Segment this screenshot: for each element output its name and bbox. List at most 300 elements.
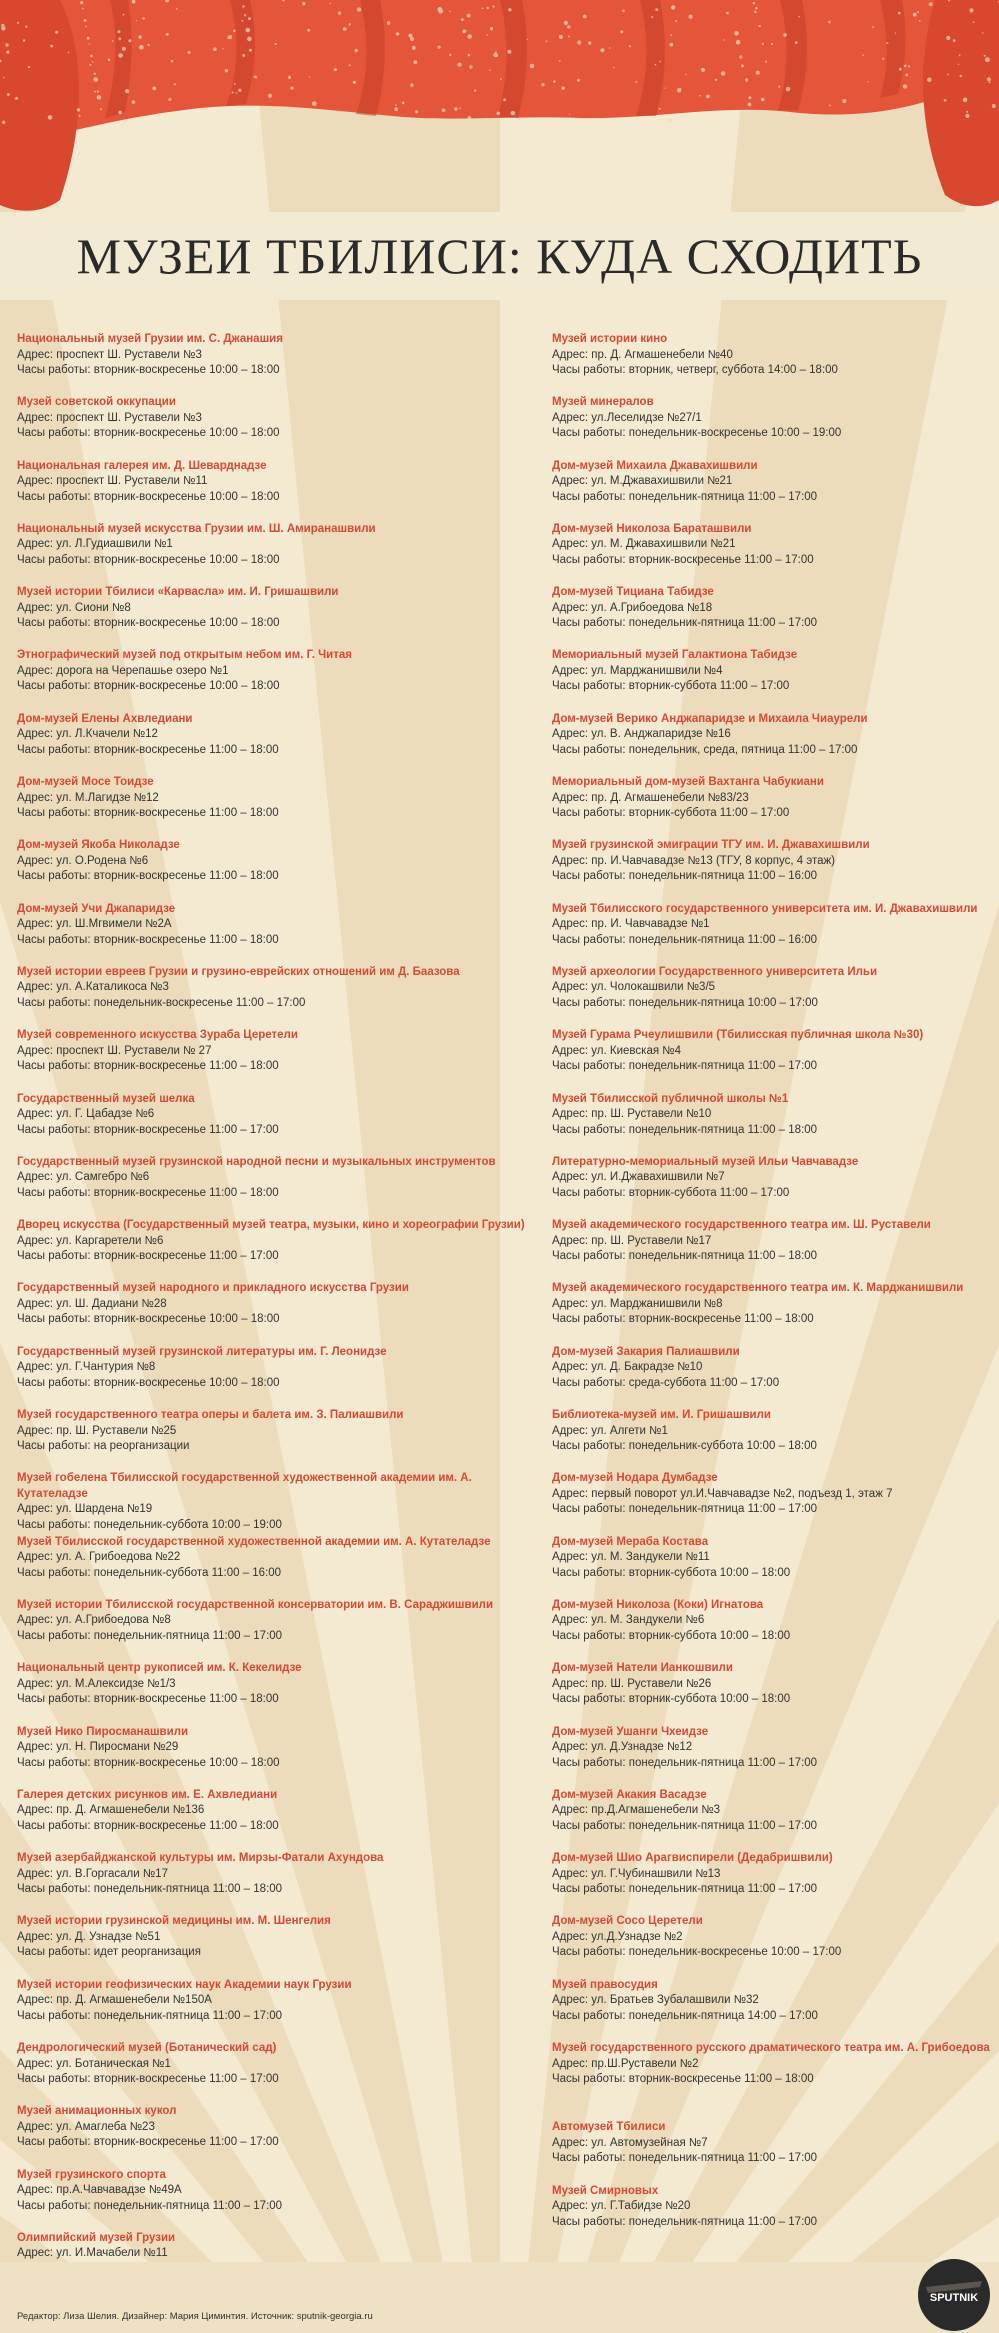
- museum-hours: Часы работы: понедельник-пятница 10:00 – 17:00: [552, 996, 818, 1009]
- curtain-speck: [148, 44, 150, 46]
- museum-hours: Часы работы: вторник-суббота 11:00 – 17:00: [552, 807, 790, 820]
- museum-hours: Часы работы: понедельник-пятница 11:00 – 18:00: [552, 1123, 818, 1136]
- curtain-speck: [541, 83, 544, 86]
- curtain-speck: [469, 65, 473, 69]
- curtain-speck: [963, 98, 968, 103]
- curtain-speck: [569, 114, 570, 115]
- curtain-speck: [745, 78, 748, 81]
- museum-hours: Часы работы: понедельник-пятница 11:00 – 17:00: [552, 1756, 818, 1769]
- curtain-speck: [242, 54, 245, 57]
- curtain-speck: [495, 51, 497, 53]
- museum-address: Адрес: пр.А.Чавчавадзе №49А: [17, 2184, 182, 2197]
- curtain-speck: [456, 119, 460, 123]
- museum-name: Музей академического государственного театра им. К. Марджанишвили: [552, 1282, 964, 1295]
- museum-hours: Часы работы: понедельник-пятница 11:00 – 16:00: [552, 870, 818, 883]
- curtain-speck: [467, 34, 472, 39]
- museum-address: Адрес: пр. Ш. Руставели №26: [552, 1677, 712, 1690]
- museum-address: Адрес: пр. Д. Агмашенебели №150А: [17, 1994, 212, 2007]
- curtain-speck: [139, 45, 144, 50]
- curtain-speck: [984, 55, 986, 57]
- curtain-speck: [256, 77, 258, 79]
- museum-hours: Часы работы: вторник-воскресенье 11:00 – 18:00: [552, 1313, 814, 1326]
- museum-entry: [17, 2104, 542, 2167]
- museum-name: Дом-музей Учи Джапаридзе: [17, 902, 176, 915]
- sputnik-logo-text: SPUTNIK: [929, 2292, 979, 2304]
- curtain-speck: [5, 43, 8, 46]
- museum-address: Адрес: ул. И.Мачабели №11: [17, 2247, 168, 2260]
- museum-name: Литературно-мемориальный музей Ильи Чавчавадзе: [552, 1155, 859, 1168]
- curtain-speck: [906, 74, 909, 77]
- curtain-speck: [786, 87, 790, 91]
- curtain-speck: [123, 14, 125, 16]
- museum-hours: Часы работы: понедельник-суббота 10:00 – 18:00: [552, 1440, 817, 1453]
- curtain-speck: [97, 95, 102, 100]
- museum-address: Адрес: ул. Г.Чантурия №8: [17, 1361, 156, 1374]
- museum-entry: [552, 1028, 992, 1091]
- museum-name: Дом-музей Николоза (Коки) Игнатова: [552, 1598, 764, 1611]
- curtain-speck: [454, 107, 457, 110]
- curtain-speck: [17, 22, 19, 24]
- curtain-speck: [927, 77, 932, 82]
- museum-address: Адрес: проспект Ш. Руставели № 27: [17, 1044, 212, 1057]
- museum-hours: Часы работы: вторник-воскресенье 11:00 – 18:00: [17, 1060, 279, 1073]
- curtain-speck: [561, 86, 565, 90]
- curtain-speck: [577, 79, 580, 82]
- curtain-speck: [89, 64, 91, 66]
- museum-entry: [552, 2120, 992, 2183]
- museum-entry: [552, 1851, 992, 1914]
- curtain-speck: [50, 45, 53, 48]
- museum-address: Адрес: ул. А. Грибоедова №22: [17, 1551, 181, 1564]
- curtain-speck: [706, 95, 710, 99]
- museum-entry: [552, 332, 992, 395]
- museum-entry: [552, 2184, 992, 2247]
- curtain-speck: [724, 39, 725, 40]
- museum-entry: [552, 1092, 992, 1155]
- footer: [0, 2262, 999, 2333]
- museum-name: Библиотека-музей им. И. Гришашвили: [552, 1409, 771, 1422]
- curtain-speck: [503, 98, 506, 101]
- museum-name: Музей правосудия: [552, 1978, 658, 1991]
- museum-entry: [552, 1661, 992, 1724]
- curtain-speck: [125, 89, 129, 93]
- curtain-speck: [467, 116, 471, 120]
- curtain-speck: [527, 39, 528, 40]
- curtain-speck: [677, 88, 681, 92]
- museum-address: Адрес: ул. Г.Табидзе №20: [552, 2200, 691, 2213]
- curtain-speck: [568, 36, 570, 38]
- museum-entry: [552, 1408, 992, 1471]
- museum-entry: [552, 1218, 992, 1281]
- curtain-speck: [396, 32, 399, 35]
- curtain-speck: [929, 2, 933, 6]
- curtain-speck: [157, 113, 160, 116]
- museum-entry: [552, 1471, 992, 1534]
- curtain-speck: [669, 43, 673, 47]
- museum-entry: [17, 522, 542, 585]
- museum-address: Адрес: ул. Амаглеба №23: [17, 2120, 155, 2133]
- curtain-speck: [309, 76, 310, 77]
- museum-hours: Часы работы: среда-суббота 11:00 – 17:00: [552, 1376, 780, 1389]
- curtain-speck: [302, 2, 305, 5]
- curtain-speck: [786, 123, 788, 125]
- curtain-speck: [785, 113, 788, 116]
- curtain-speck: [559, 60, 561, 62]
- curtain-speck: [462, 29, 466, 33]
- museum-name: Музей Смирновых: [552, 2184, 659, 2197]
- museum-entry: [17, 1978, 542, 2041]
- museum-hours: Часы работы: вторник-воскресенье 11:00 – 18:00: [17, 743, 279, 756]
- museum-name: Государственный музей шелка: [17, 1092, 195, 1105]
- museum-hours: Часы работы: вторник-воскресенье 10:00 – 18:00: [17, 490, 280, 503]
- curtain-speck: [138, 35, 142, 39]
- museum-entry: [552, 1725, 992, 1788]
- left-column: [17, 332, 542, 2294]
- museum-address: Адрес: ул. М.Алексидзе №1/3: [17, 1677, 176, 1690]
- museum-hours: Часы работы: вторник-воскресенье 10:00 – 18:00: [17, 1376, 280, 1389]
- curtain-speck: [6, 51, 9, 54]
- curtain-speck: [655, 8, 658, 11]
- museum-hours: Часы работы: понедельник-пятница 11:00 – 17:00: [17, 1629, 283, 1642]
- curtain-speck: [867, 81, 868, 82]
- curtain-speck: [754, 11, 756, 13]
- museum-name: Музей Гурама Рчеулишвили (Тбилисская публичная школа №30): [552, 1029, 924, 1042]
- museum-hours: Часы работы: вторник-воскресенье 11:00 – 17:00: [17, 1250, 279, 1263]
- museum-name: Музей грузинского спорта: [17, 2168, 166, 2181]
- museum-hours: Часы работы: понедельник-воскресенье 10:00 – 17:00: [552, 1946, 842, 1959]
- curtain-speck: [655, 64, 657, 66]
- curtain-speck: [721, 71, 726, 76]
- curtain-speck: [947, 74, 949, 76]
- curtain-speck: [701, 68, 705, 72]
- museum-entry: [17, 1092, 542, 1155]
- museum-entry: [17, 1661, 542, 1724]
- curtain-speck: [410, 83, 414, 87]
- museum-address: Адрес: ул. Н. Пиросмани №29: [17, 1741, 179, 1754]
- curtain-speck: [985, 57, 990, 62]
- curtain-speck: [635, 81, 637, 83]
- curtain-speck: [946, 36, 950, 40]
- curtain-speck: [93, 77, 98, 82]
- museum-entry: [552, 648, 992, 711]
- curtain-speck: [622, 10, 625, 13]
- museum-entry: [17, 2168, 542, 2231]
- museum-hours: Часы работы: понедельник-суббота 10:00 – 19:00: [17, 1518, 282, 1531]
- curtain-speck: [567, 25, 570, 28]
- curtain-speck: [395, 104, 397, 106]
- museum-address: Адрес: ул. Чолокашвили №3/5: [552, 981, 716, 994]
- museum-address: Адрес: ул. Самгебро №6: [17, 1171, 150, 1184]
- curtain-speck: [749, 111, 753, 115]
- museum-name: Дом-музей Мосе Тоидзе: [17, 776, 154, 789]
- museum-address: Адрес: ул. А.Грибоедова №8: [17, 1614, 171, 1627]
- museum-address: Адрес: пр. Ш. Руставели №25: [17, 1424, 177, 1437]
- curtain-speck: [559, 35, 563, 39]
- curtain-speck: [84, 19, 87, 22]
- museum-name: Музей Нико Пиросманашвили: [17, 1725, 189, 1738]
- museum-name: Музей истории кино: [552, 333, 668, 345]
- curtain-speck: [25, 26, 27, 28]
- curtain-speck: [609, 47, 611, 49]
- curtain-speck: [482, 8, 484, 10]
- museum-hours: Часы работы: понедельник-пятница 11:00 – 16:00: [552, 933, 818, 946]
- curtain-speck: [387, 21, 391, 25]
- curtain-speck: [838, 118, 841, 121]
- curtain-speck: [753, 2, 755, 4]
- curtain-speck: [442, 108, 446, 112]
- curtain-speck: [739, 55, 742, 58]
- museum-hours: Часы работы: вторник-воскресенье 11:00 – 18:00: [17, 807, 279, 820]
- museum-hours: Часы работы: понедельник-пятница 14:00 – 17:00: [552, 2009, 818, 2022]
- museum-address: Адрес: ул. Автомузейная №7: [552, 2136, 708, 2149]
- museum-address: Адрес: ул. В. Анджапаридзе №16: [552, 728, 731, 741]
- museum-hours: Часы работы: вторник-воскресенье 11:00 – 18:00: [17, 933, 279, 946]
- curtain-speck: [748, 103, 752, 107]
- museum-hours: Часы работы: понедельник-пятница 11:00 – 17:00: [552, 617, 818, 630]
- museum-hours: Часы работы: понедельник-воскресенье 10:00 – 19:00: [552, 427, 842, 440]
- curtain-speck: [530, 64, 535, 69]
- museum-entry: [17, 1851, 542, 1914]
- museum-hours: Часы работы: вторник-суббота 10:00 – 18:00: [552, 1629, 791, 1642]
- museum-address: Адрес: ул. Г. Цабадзе №6: [17, 1108, 155, 1121]
- curtain-speck: [118, 37, 121, 40]
- museum-hours: Часы работы: понедельник-суббота 11:00 – 16:00: [17, 1566, 282, 1579]
- museum-name: Музей современного искусства Зураба Церетели: [17, 1029, 298, 1042]
- museum-hours: Часы работы: понедельник-пятница 11:00 – 18:00: [17, 1883, 283, 1896]
- museum-entry: [552, 1345, 992, 1408]
- curtain-speck: [449, 54, 451, 56]
- museum-hours: Часы работы: вторник-воскресенье 11:00 – 17:00: [17, 2073, 279, 2086]
- curtain-speck: [842, 99, 846, 103]
- curtain-speck: [904, 65, 907, 68]
- museum-name: Дом-музей Ушанги Чхеидзе: [552, 1725, 709, 1738]
- curtain-speck: [756, 71, 760, 75]
- curtain-speck: [882, 58, 884, 60]
- museum-entry: [17, 332, 542, 395]
- curtain-speck: [238, 89, 241, 92]
- museum-address: Адрес: ул. Ш.Мгвимели №2А: [17, 918, 172, 931]
- museum-hours: Часы работы: на реорганизации: [17, 1440, 190, 1453]
- curtain-speck: [55, 31, 58, 34]
- museum-entry: [17, 2041, 542, 2104]
- museum-name: Мемориальный дом-музей Вахтанга Чабукиани: [552, 776, 824, 789]
- museum-entry: [552, 1155, 992, 1218]
- curtain-speck: [885, 117, 888, 120]
- curtain-speck: [23, 39, 25, 41]
- curtain-speck: [136, 20, 137, 21]
- museum-entry: [552, 522, 992, 585]
- museum-hours: Часы работы: вторник-воскресенье 10:00 – 18:00: [17, 617, 280, 630]
- curtain-speck: [118, 53, 123, 58]
- museum-address: Адрес: первый поворот ул.И.Чавчавадзе №2, подъезд 1, этаж 7: [552, 1487, 893, 1500]
- museum-hours: Часы работы: понедельник-пятница 11:00 – 17:00: [552, 1060, 818, 1073]
- museum-entry: [17, 1408, 542, 1471]
- curtain-speck: [734, 31, 739, 36]
- museum-name: Музей гобелена Тбилисской государственной художественной академии им. А. Кутателадзе: [17, 1472, 472, 1500]
- museum-hours: Часы работы: вторник-суббота 11:00 – 17:00: [552, 680, 790, 693]
- museum-name: Государственный музей грузинской литературы им. Г. Леонидзе: [17, 1345, 387, 1358]
- curtain-speck: [675, 115, 677, 117]
- curtain-speck: [413, 60, 417, 64]
- curtain-speck: [438, 46, 441, 49]
- museum-hours: Часы работы: понедельник-пятница 11:00 – 17:00: [552, 2152, 818, 2165]
- curtain-speck: [960, 75, 962, 77]
- curtain-speck: [94, 91, 96, 93]
- curtain-speck: [959, 54, 961, 56]
- curtain-speck: [699, 95, 701, 97]
- curtain-speck: [798, 16, 800, 18]
- museum-entry: [17, 965, 542, 1028]
- museum-entry: [552, 712, 992, 775]
- curtain-speck: [761, 98, 765, 102]
- curtain-speck: [546, 40, 548, 42]
- museum-hours: Часы работы: вторник-воскресенье 10:00 – 18:00: [17, 364, 280, 376]
- curtain-speck: [242, 5, 244, 7]
- museum-address: Адрес: ул. Каргаретели №6: [17, 1234, 164, 1247]
- museum-hours: Часы работы: понедельник, среда, пятница 11:00 – 17:00: [552, 743, 858, 756]
- museum-hours: Часы работы: вторник-воскресенье 10:00 – 18:00: [17, 427, 280, 440]
- curtain-speck: [174, 83, 176, 85]
- curtain-speck: [886, 42, 888, 44]
- curtain-speck: [354, 49, 358, 53]
- curtain-speck: [122, 47, 126, 51]
- curtain-speck: [3, 77, 5, 79]
- curtain-speck: [659, 108, 661, 110]
- museum-address: Адрес: ул. Марджанишвили №4: [552, 664, 723, 677]
- museum-address: Адрес: пр. Д. Агмашенебели №83/23: [552, 791, 749, 804]
- museum-address: Адрес: ул. Д.Узнадзе №12: [552, 1741, 693, 1754]
- curtain-speck: [913, 13, 917, 17]
- museum-address: Адрес: пр. Ш. Руставели №17: [552, 1234, 712, 1247]
- museum-address: Адрес: пр. И.Чавчавадзе №13 (ТГУ, 8 корпус, 4 этаж): [552, 854, 836, 867]
- curtain-speck: [247, 37, 252, 42]
- right-column: [552, 332, 992, 2247]
- museum-hours: Часы работы: вторник-воскресенье 11:00 – 18:00: [17, 1819, 279, 1832]
- museum-entry: [552, 1535, 992, 1598]
- title-band: [0, 212, 999, 300]
- museum-address: Адрес: ул. Марджанишвили №8: [552, 1297, 723, 1310]
- curtain-speck: [497, 112, 501, 116]
- museum-address: Адрес: ул. М.Лагидзе №12: [17, 791, 159, 804]
- museum-name: Музей государственного театра оперы и балета им. З. Палиашвили: [17, 1409, 404, 1422]
- curtain-speck: [338, 11, 342, 15]
- curtain-speck: [213, 47, 217, 51]
- museum-address: Адрес: ул.Леселидзе №27/1: [552, 411, 702, 424]
- curtain-speck: [457, 62, 461, 66]
- museum-entry: [17, 1535, 542, 1598]
- museum-hours: Часы работы: вторник-воскресенье 10:00 – 18:00: [17, 553, 280, 566]
- museum-name: Музей грузинской эмиграции ТГУ им. И. Джавахишвили: [552, 839, 870, 852]
- curtain-speck: [410, 37, 414, 41]
- curtain-speck: [394, 107, 398, 111]
- museum-name: Дендрологический музей (Ботанический сад): [17, 2042, 277, 2055]
- museum-name: Музей Тбилисской публичной школы №1: [552, 1092, 789, 1105]
- museum-hours: Часы работы: вторник-суббота 11:00 – 17:00: [552, 1186, 790, 1199]
- curtain-speck: [92, 61, 93, 62]
- curtain-speck: [620, 30, 623, 33]
- curtain-speck: [85, 26, 87, 28]
- museum-name: Государственный музей грузинской народной песни и музыкальных инструментов: [17, 1155, 496, 1168]
- museum-name: Музей азербайджанской культуры им. Мирзы-Фатали Ахундова: [17, 1852, 384, 1865]
- curtain-speck: [997, 1, 998, 2]
- curtain-speck: [944, 99, 947, 102]
- museum-name: Дом-музей Шио Арагвиспирели (Дедабришвили): [552, 1852, 833, 1865]
- curtain-speck: [97, 90, 99, 92]
- curtain-speck: [118, 30, 121, 33]
- curtain-speck: [241, 20, 243, 22]
- curtain-speck: [668, 118, 672, 122]
- curtain-speck: [334, 68, 337, 71]
- museum-hours: Часы работы: понедельник-пятница 11:00 – 17:00: [552, 1503, 818, 1516]
- curtain-speck: [778, 86, 780, 88]
- museum-entry: [17, 838, 542, 901]
- museum-name: Музей анимационных кукол: [17, 2105, 177, 2118]
- curtain-speck: [344, 120, 348, 124]
- museum-address: Адрес: проспект Ш. Руставели №11: [17, 475, 208, 488]
- curtain-speck: [244, 14, 246, 16]
- curtain-speck: [225, 69, 228, 72]
- curtain-speck: [762, 43, 764, 45]
- museum-name: Государственный музей народного и прикладного искусства Грузии: [17, 1282, 409, 1295]
- museum-name: Дом-музей Михаила Джавахишвили: [552, 459, 758, 472]
- curtain-speck: [80, 1, 83, 4]
- curtain-speck: [588, 41, 591, 44]
- curtain-speck: [449, 11, 450, 12]
- curtain-speck: [227, 36, 230, 39]
- curtain-speck: [973, 21, 975, 23]
- museum-address: Адрес: ул. Ботаническая №1: [17, 2057, 171, 2070]
- museum-name: Музей академического государственного театра им. Ш. Руставели: [552, 1219, 931, 1232]
- theater-curtain: [0, 0, 999, 215]
- curtain-speck: [487, 34, 488, 35]
- curtain-speck: [233, 30, 236, 33]
- museum-address: Адрес: ул. Ш. Дадиани №28: [17, 1297, 167, 1310]
- page-title: МУЗЕИ ТБИЛИСИ: КУДА СХОДИТЬ: [76, 228, 923, 284]
- museum-name: Дом-музей Натели Ианкошвили: [552, 1662, 734, 1675]
- museum-name: Мемориальный музей Галактиона Табидзе: [552, 649, 798, 662]
- curtain-speck: [232, 91, 234, 93]
- museum-entry: [552, 1281, 992, 1344]
- curtain-speck: [511, 111, 516, 116]
- museum-entry: [552, 775, 992, 838]
- curtain-speck: [353, 81, 356, 84]
- curtain-speck: [128, 39, 131, 42]
- curtain-speck: [828, 21, 830, 23]
- curtain-speck: [675, 20, 677, 22]
- curtain-speck: [288, 76, 291, 79]
- museum-name: Дом-музей Сосо Церетели: [552, 1915, 703, 1928]
- museum-name: Музей археологии Государственного университета Ильи: [552, 965, 878, 978]
- museum-hours: Часы работы: идет реорганизация: [17, 1946, 201, 1959]
- museum-entry: [17, 1598, 542, 1661]
- museum-address: Адрес: ул. Л.Кчачели №12: [17, 728, 158, 741]
- museum-hours: Часы работы: вторник-воскресенье 10:00 – 18:00: [17, 1756, 280, 1769]
- curtain-speck: [112, 40, 114, 42]
- curtain-speck: [90, 55, 93, 58]
- museum-hours: Часы работы: понедельник-пятница 11:00 – 17:00: [552, 2215, 818, 2228]
- museum-entry: [17, 1914, 542, 1977]
- curtain-speck: [577, 40, 581, 44]
- curtain-speck: [118, 111, 122, 115]
- museum-name: Галерея детских рисунков им. Е. Ахвледиани: [17, 1788, 278, 1801]
- curtain-speck: [68, 52, 70, 54]
- museum-address: Адрес: ул. А.Грибоедова №18: [552, 601, 713, 614]
- sputnik-logo: [916, 2257, 992, 2333]
- curtain-speck: [987, 77, 991, 81]
- museum-entry: [17, 1345, 542, 1408]
- museum-entry: [17, 1725, 542, 1788]
- curtain-speck: [1, 26, 6, 31]
